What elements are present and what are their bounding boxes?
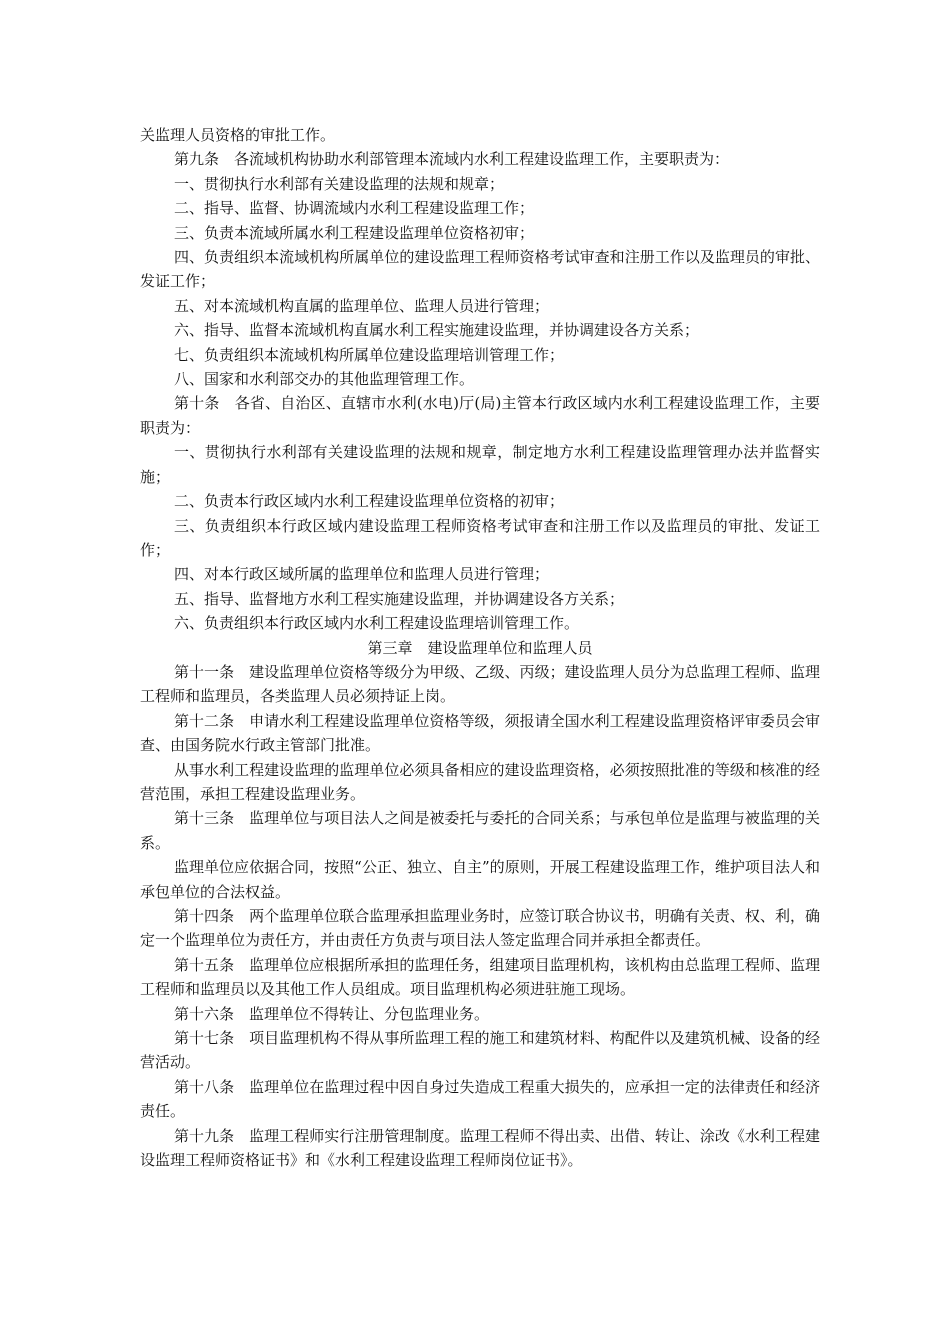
article-9-item-6: 六、指导、监督本流域机构直属水利工程实施建设监理，并协调建设各方关系； [174,321,700,340]
article-18: 第十八条 监理单位在监理过程中因自身过失造成工程重大损失的，应承担一定的法律责任和经济责任。 [140,1077,820,1121]
article-13-para-2: 监理单位应依据合同，按照“公正、独立、自主”的原则，开展工程建设监理工作，维护项目法人和承包单位的合法权益。 [140,858,820,901]
article-10-item-2: 二、负责本行政区域内水利工程建设监理单位资格的初审； [174,492,565,511]
article-13: 第十三条 监理单位与项目法人之间是被委托与委托的合同关系；与承包单位是监理与被监理的关系。 [140,809,820,852]
article-10-item-1: 一、贯彻执行水利部有关建设监理的法规和规章，制定地方水利工程建设监理管理办法并监督实施； [140,443,820,486]
article-14: 第十四条 两个监理单位联合监理承担监理业务时，应签订联合协议书，明确有关责、权、利，确定一个监理单位为责任方，并由责任方负责与项目法人签定监理合同并承担全都责任。 [140,907,820,950]
article-10-item-5: 五、指导、监督地方水利工程实施建设监理，并协调建设各方关系； [174,589,625,608]
article-19: 第十九条 监理工程师实行注册管理制度。监理工程师不得出卖、出借、转让、涂改《水利工程建设监理工程师资格证书》和《水利工程建设监理工程师岗位证书》。 [140,1126,820,1170]
article-10-item-6: 六、负责组织本行政区域内水利工程建设监理培训管理工作。 [174,614,580,633]
article-10-item-3: 三、负责组织本行政区域内建设监理工程师资格考试审查和注册工作以及监理员的审批、发证工作； [140,516,820,559]
article-17: 第十七条 项目监理机构不得从事所监理工程的施工和建筑材料、构配件以及建筑机械、设备的经营活动。 [140,1029,820,1072]
chapter-3-heading: 第三章 建设监理单位和监理人员 [367,638,593,657]
paragraph-continuation: 关监理人员资格的审批工作。 [140,126,336,144]
article-15: 第十五条 监理单位应根据所承担的监理任务，组建项目监理机构，该机构由总监理工程师、监理工程师和监理员以及其他工作人员组成。项目监理机构必须进驻施工现场。 [140,955,820,999]
article-9-item-5: 五、对本流域机构直属的监理单位、监理人员进行管理； [174,296,550,315]
article-12: 第十二条 申请水利工程建设监理单位资格等级，须报请全国水利工程建设监理资格评审委员会审查、由国务院水行政主管部门批准。 [140,711,820,755]
article-10: 第十条 各省、自治区、直辖市水利(水电)厅(局)主管本行政区域内水利工程建设监理工作，主要职责为： [140,394,820,437]
article-11: 第十一条 建设监理单位资格等级分为甲级、乙级、丙级；建设监理人员分为总监理工程师、监理工程师和监理员，各类监理人员必须持证上岗。 [140,662,820,706]
article-16: 第十六条 监理单位不得转让、分包监理业务。 [174,1004,490,1023]
article-9-item-8: 八、国家和水利部交办的其他监理管理工作。 [174,370,475,389]
article-9-item-4: 四、负责组织本流域机构所属单位的建设监理工程师资格考试审查和注册工作以及监理员的审批、发证工作； [140,248,820,291]
document-page [140,123,820,1172]
article-12-para-2: 从事水利工程建设监理的监理单位必须具备相应的建设监理资格，必须按照批准的等级和核准的经营范围，承担工程建设监理业务。 [140,760,820,803]
article-10-item-4: 四、对本行政区域所属的监理单位和监理人员进行管理； [174,565,550,584]
article-9-item-1: 一、贯彻执行水利部有关建设监理的法规和规章； [174,174,505,193]
article-9-item-2: 二、指导、监督、协调流域内水利工程建设监理工作； [174,199,535,218]
article-9: 第九条 各流域机构协助水利部管理本流域内水利工程建设监理工作，主要职责为： [174,150,730,169]
article-9-item-3: 三、负责本流域所属水利工程建设监理单位资格初审； [174,223,535,242]
article-9-item-7: 七、负责组织本流域机构所属单位建设监理培训管理工作； [174,345,565,364]
